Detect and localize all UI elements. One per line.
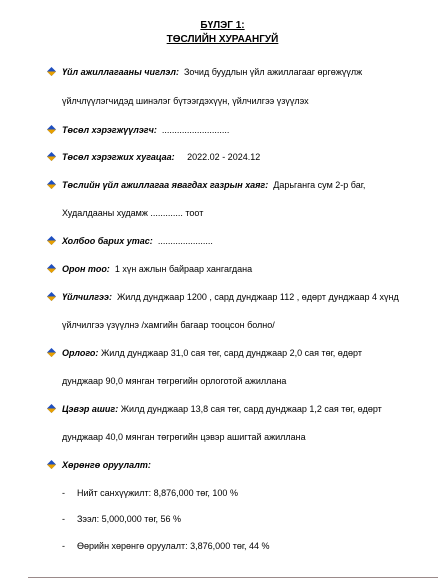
item-activity-direction bbox=[62, 67, 362, 77]
item-address bbox=[62, 180, 365, 190]
item-label: Төсөл хэрэгжүүлэгч: bbox=[62, 125, 157, 135]
item-text: ........................... bbox=[161, 125, 230, 135]
bullet-icon bbox=[47, 404, 56, 413]
investment-loan: Зээл: 5,000,000 төг, 56 % bbox=[77, 514, 182, 524]
item-text: Жилд дунджаар 31,0 сая төг, сард дунджаар 2,0 сая төг, өдөрт bbox=[100, 348, 362, 358]
investment-total: Нийт санхүүжилт: 8,876,000 төг, 100 % bbox=[77, 488, 238, 498]
bullet-icon bbox=[47, 292, 56, 301]
document-title: ТӨСЛИЙН ХУРААНГУЙ bbox=[166, 34, 279, 45]
investment-own: Өөрийн хөрөнгө оруулалт: 3,876,000 төг, 44 % bbox=[77, 541, 270, 551]
item-service bbox=[62, 292, 399, 302]
bullet-icon bbox=[47, 348, 56, 357]
bullet-icon bbox=[47, 125, 56, 134]
page-bottom-divider bbox=[28, 577, 438, 578]
item-contact-phone bbox=[62, 236, 213, 246]
item-label: Цэвэр ашиг: bbox=[62, 404, 119, 414]
bullet-icon bbox=[47, 152, 56, 161]
item-text: Жилд дунджаар 13,8 сая төг, сард дунджаар 1,2 сая төг, өдөрт bbox=[120, 404, 382, 414]
item-label: Орлого: bbox=[62, 348, 99, 358]
item-continuation: үйлчилгээ үзүүлнэ /хамгийн багаар тооцсон болно/ bbox=[62, 320, 275, 330]
dash-marker: - bbox=[62, 541, 65, 551]
item-text: 2022.02 - 2024.12 bbox=[187, 152, 261, 162]
bullet-icon bbox=[47, 264, 56, 273]
item-implementer bbox=[62, 125, 229, 135]
item-staff-count bbox=[62, 264, 252, 274]
item-duration bbox=[62, 152, 260, 162]
dash-marker: - bbox=[62, 488, 65, 498]
chapter-heading: БҮЛЭГ 1: bbox=[200, 20, 245, 31]
item-text: 1 хүн ажлын байраар хангагдана bbox=[114, 264, 253, 274]
item-text: Жилд дунджаар 1200 , сард дунджаар 112 , өдөрт дунджаар 4 хүнд bbox=[116, 292, 399, 302]
item-continuation: үйлчлүүлэгчидэд шинэлэг бүтээгдэхүүн, үйлчилгээ үзүүлэх bbox=[62, 96, 309, 106]
item-label: Төслийн үйл ажиллагаа явагдах газрын хаяг: bbox=[62, 180, 269, 190]
item-continuation: дунджаар 40,0 мянган төгрөгийн цэвэр ашигтай ажиллана bbox=[62, 432, 306, 442]
dash-marker: - bbox=[62, 514, 65, 524]
bullet-icon bbox=[47, 236, 56, 245]
item-continuation: Худалдааны худамж ............. тоот bbox=[62, 208, 204, 218]
item-label: Төсөл хэрэгжих хугацаа: bbox=[62, 152, 175, 162]
item-text: Дарьганга сум 2-р баг, bbox=[273, 180, 366, 190]
bullet-icon bbox=[47, 460, 56, 469]
item-label: Үйлчилгээ: bbox=[62, 292, 112, 302]
item-label: Үйл ажиллагааны чиглэл: bbox=[62, 67, 179, 77]
item-text: Зочид буудлын үйл ажиллагааг өргөжүүлж bbox=[183, 67, 363, 77]
item-continuation: дунджаар 90,0 мянган төгрөгийн орлоготой ажиллана bbox=[62, 376, 287, 386]
item-text: ...................... bbox=[157, 236, 213, 246]
item-label: Орон тоо: bbox=[62, 264, 110, 274]
item-label: Холбоо барих утас: bbox=[62, 236, 153, 246]
item-investment bbox=[62, 460, 151, 470]
bullet-icon bbox=[47, 180, 56, 189]
item-net-profit bbox=[62, 404, 382, 414]
bullet-icon bbox=[47, 67, 56, 76]
item-income bbox=[62, 348, 362, 358]
item-label: Хөрөнгө оруулалт: bbox=[62, 460, 151, 470]
